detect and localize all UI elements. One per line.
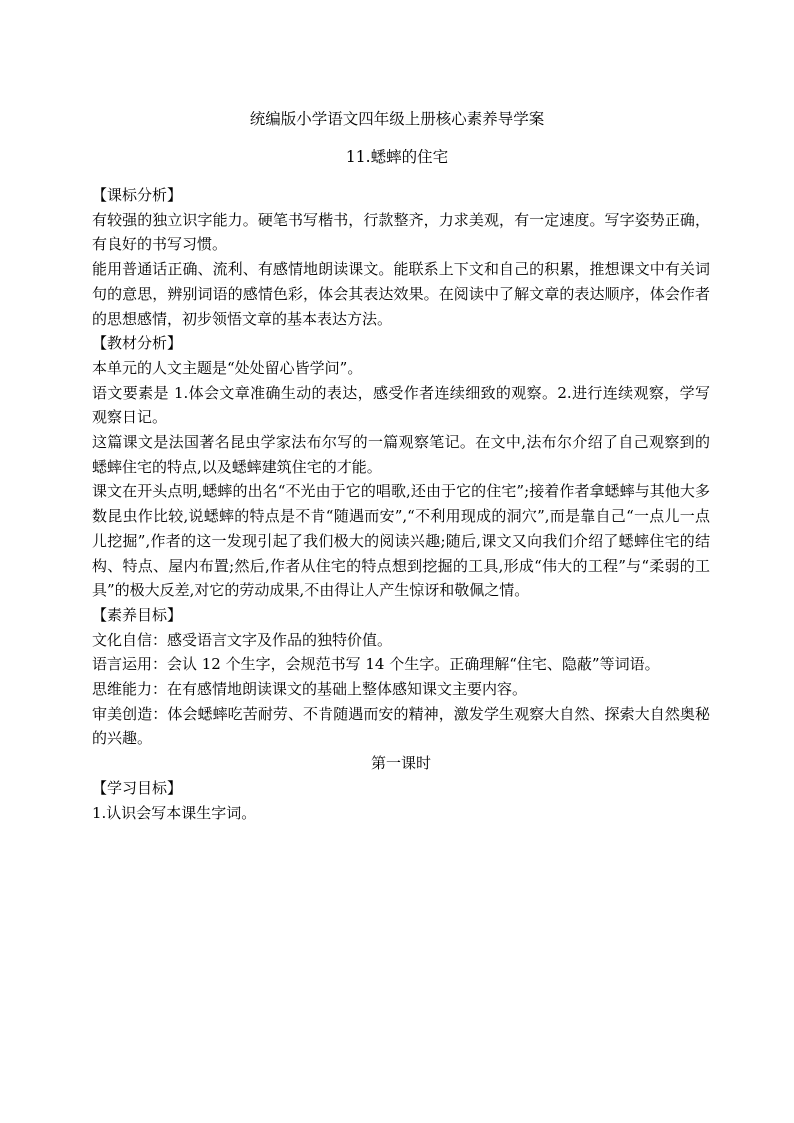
paragraph: 本单元的人文主题是“处处留心皆学问”。 (92, 358, 363, 377)
heading-suyang: 【素养目标】 (92, 605, 183, 624)
paragraph: 审美创造：体会蟋蟀吃苦耐劳、不肯随遇而安的精神，激发学生观察大自然、探索大自然奥秘的兴趣。 (92, 704, 710, 748)
document-title: 统编版小学语文四年级上册核心素养导学案 (249, 110, 545, 128)
paragraph: 思维能力：在有感情地朗读课文的基础上整体感知课文主要内容。 (92, 680, 528, 699)
lesson-title: 11.蟋蟀的住宅 (345, 148, 449, 166)
paragraph: 有较强的独立识字能力。硬笔书写楷书，行款整齐，力求美观，有一定速度。写字姿势正确，有良好的书写习惯。 (92, 210, 710, 254)
paragraph: 1.认识会写本课生字词。 (92, 803, 257, 822)
paragraph: 课文在开头点明,蟋蟀的出名“不光由于它的唱歌,还由于它的住宅”;接着作者拿蟋蟀与其他大多数昆虫作比较,说蟋蟀的特点是不肯“随遇而安”,“不利用现成的洞穴”,而是靠自己“一点儿一点儿挖掘”,作者的这一发现引起了我们极大的阅读兴趣;随后,课文又向我们介绍了蟋蟀住宅的结构、特点、屋内布置;然后,作者从住宅的特点想到挖掘的工具,形成“伟大的工程”与“柔弱的工具”的极大反差,对它的劳动成果,不由得让人产生惊讶和敬佩之情。 (92, 482, 710, 600)
document-body (92, 183, 710, 825)
paragraph: 能用普通话正确、流利、有感情地朗读课文。能联系上下文和自己的积累，推想课文中有关词句的意思，辨别词语的感情色彩，体会其表达效果。在阅读中了解文章的表达顺序，体会作者的思想感情，初步领悟文章的基本表达方法。 (92, 260, 710, 328)
paragraph: 这篇课文是法国著名昆虫学家法布尔写的一篇观察笔记。在文中,法布尔介绍了自己观察到的蟋蟀住宅的特点,以及蟋蟀建筑住宅的才能。 (92, 433, 710, 476)
lesson-label: 第一课时 (370, 754, 431, 773)
paragraph: 语文要素是 1.体会文章准确生动的表达，感受作者连续细致的观察。2.进行连续观察，学写观察日记。 (92, 383, 710, 427)
heading-jiaocai: 【教材分析】 (92, 334, 183, 353)
heading-xuexi: 【学习目标】 (92, 778, 183, 797)
heading-kebiao: 【课标分析】 (92, 186, 183, 204)
paragraph: 文化自信：感受语言文字及作品的独特价值。 (92, 630, 393, 649)
paragraph: 语言运用：会认 12 个生字，会规范书写 14 个生字。正确理解“住宅、隐蔽”等词语。 (92, 655, 660, 674)
